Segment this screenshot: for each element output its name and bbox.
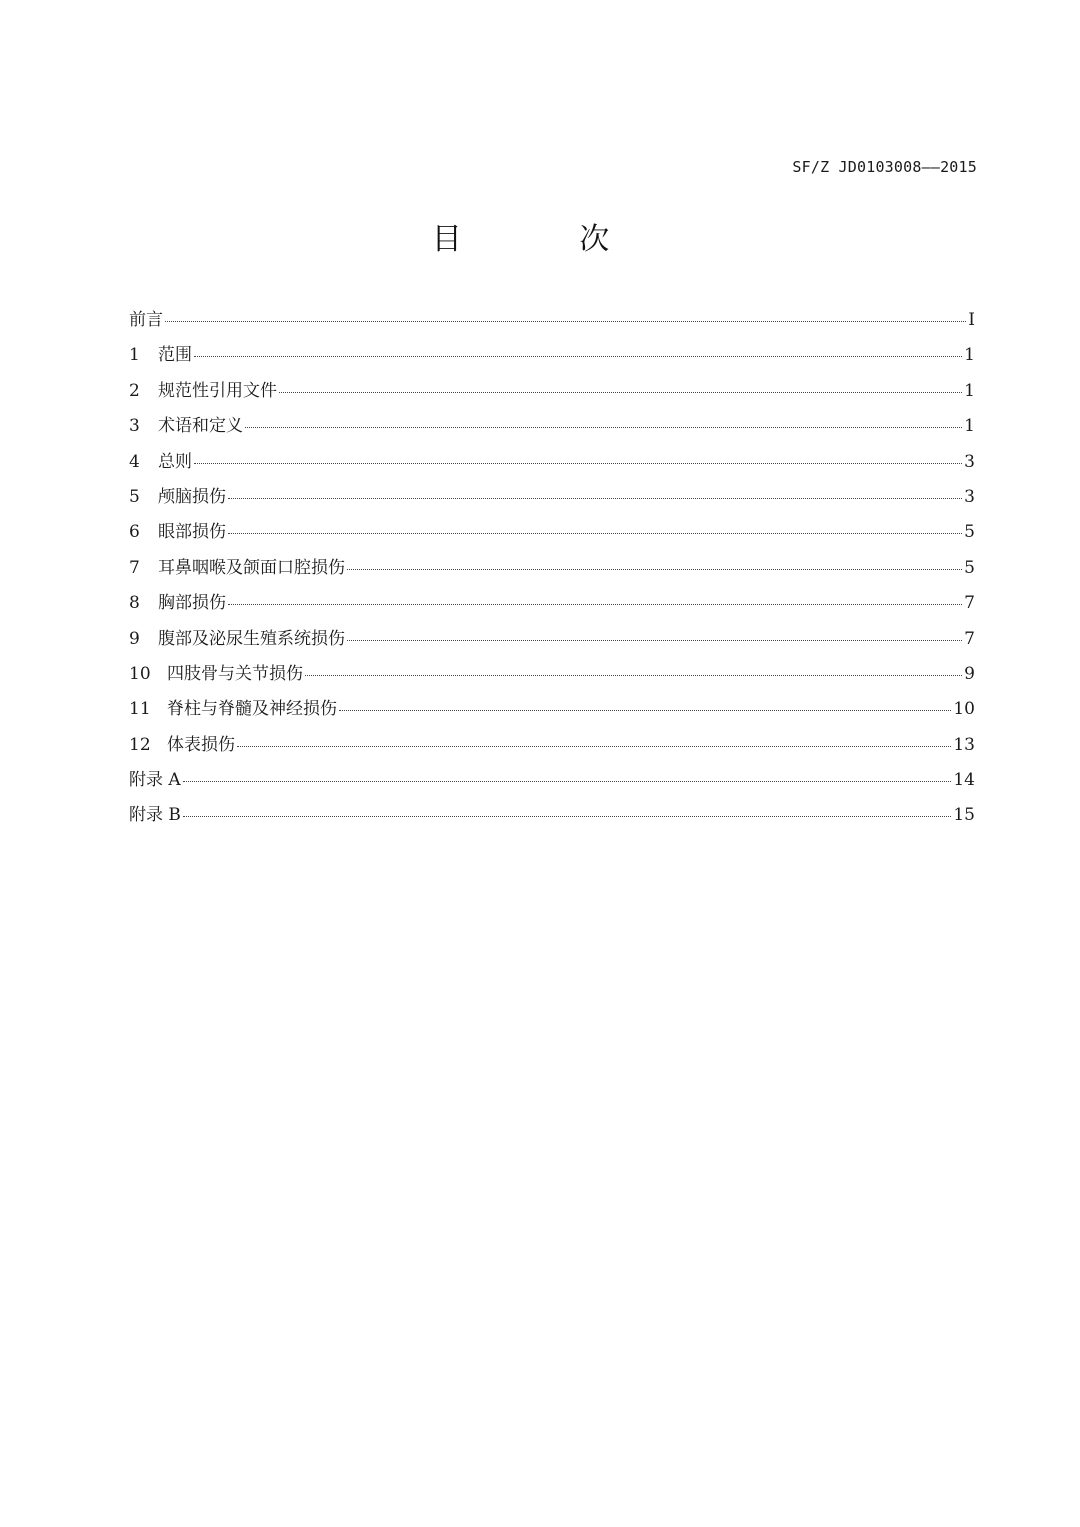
- toc-entry-label: 前言: [129, 310, 163, 330]
- toc-entry-page: I: [968, 310, 975, 330]
- toc-entry-number: 6: [129, 522, 140, 543]
- document-code: SF/Z JD0103008——2015: [792, 158, 977, 176]
- toc-entry-label: 总则: [158, 451, 192, 472]
- toc-entry-number: 7: [129, 557, 140, 578]
- toc-entry-label: 附录 A: [129, 770, 181, 791]
- toc-entry-page: 1: [964, 416, 975, 437]
- toc-entry-page: 14: [953, 770, 975, 791]
- toc-entry[interactable]: [129, 340, 975, 375]
- toc-dot-leader: [279, 392, 962, 393]
- toc-entry-number: 1: [129, 345, 140, 366]
- toc-entry-page: 7: [964, 628, 975, 649]
- toc-entry[interactable]: [129, 694, 975, 729]
- toc-dot-leader: [194, 356, 962, 357]
- toc-entry-number: 11: [129, 699, 151, 720]
- toc-entry-page: 3: [964, 451, 975, 472]
- toc-entry-page: 15: [953, 805, 975, 826]
- toc-entry-number: 2: [129, 380, 140, 401]
- toc-entry[interactable]: [129, 659, 975, 694]
- toc-entry[interactable]: [129, 376, 975, 411]
- toc-entry-page: 13: [953, 734, 975, 755]
- toc-entry-label: 脊柱与脊髓及神经损伤: [167, 699, 337, 720]
- toc-dot-leader: [245, 427, 962, 428]
- toc-entry-label: 眼部损伤: [158, 522, 226, 543]
- toc-entry-label: 胸部损伤: [158, 593, 226, 614]
- toc-dot-leader: [183, 816, 951, 817]
- toc-entry[interactable]: [129, 305, 975, 340]
- toc-entry-page: 5: [964, 522, 975, 543]
- toc-entry[interactable]: [129, 517, 975, 552]
- toc-dot-leader: [194, 463, 962, 464]
- toc-entry[interactable]: [129, 800, 975, 835]
- toc-entry-number: 10: [129, 663, 151, 684]
- toc-entry-label: 附录 B: [129, 805, 181, 826]
- toc-entry-label: 体表损伤: [167, 734, 235, 755]
- toc-entry-number: 12: [129, 734, 151, 755]
- toc-entry-page: 1: [964, 380, 975, 401]
- toc-dot-leader: [305, 675, 962, 676]
- toc-entry-page: 9: [964, 663, 975, 684]
- toc-entry-label: 四肢骨与关节损伤: [167, 663, 303, 684]
- toc-dot-leader: [165, 321, 966, 322]
- toc-entry-label: 范围: [158, 345, 192, 366]
- toc-dot-leader: [339, 710, 951, 711]
- toc-entry-page: 7: [964, 593, 975, 614]
- toc-entry-page: 10: [953, 699, 975, 720]
- toc-dot-leader: [228, 498, 962, 499]
- toc-dot-leader: [347, 569, 962, 570]
- toc-entry[interactable]: [129, 482, 975, 517]
- toc-entry[interactable]: [129, 411, 975, 446]
- toc-dot-leader: [347, 640, 962, 641]
- toc-entry-page: 1: [964, 345, 975, 366]
- toc-entry-label: 腹部及泌尿生殖系统损伤: [158, 628, 345, 649]
- toc-dot-leader: [228, 533, 962, 534]
- toc-entry[interactable]: [129, 624, 975, 659]
- toc-entry-number: 5: [129, 486, 140, 507]
- toc-entry-page: 5: [964, 557, 975, 578]
- toc-entry[interactable]: [129, 447, 975, 482]
- toc-entry-label: 规范性引用文件: [158, 380, 277, 401]
- toc-entry-label: 耳鼻咽喉及颌面口腔损伤: [158, 557, 345, 578]
- toc-entry[interactable]: [129, 730, 975, 765]
- table-of-contents: [129, 305, 975, 836]
- toc-entry-number: 3: [129, 416, 140, 437]
- toc-entry[interactable]: [129, 553, 975, 588]
- toc-dot-leader: [228, 604, 962, 605]
- toc-entry-number: 8: [129, 593, 140, 614]
- toc-entry-number: 4: [129, 451, 140, 472]
- toc-entry-label: 术语和定义: [158, 416, 243, 437]
- toc-entry[interactable]: [129, 765, 975, 800]
- toc-entry[interactable]: [129, 588, 975, 623]
- toc-dot-leader: [183, 781, 952, 782]
- toc-dot-leader: [237, 746, 951, 747]
- toc-entry-label: 颅脑损伤: [158, 486, 226, 507]
- toc-entry-page: 3: [964, 486, 975, 507]
- toc-entry-number: 9: [129, 628, 140, 649]
- toc-title: 目 次: [431, 222, 664, 257]
